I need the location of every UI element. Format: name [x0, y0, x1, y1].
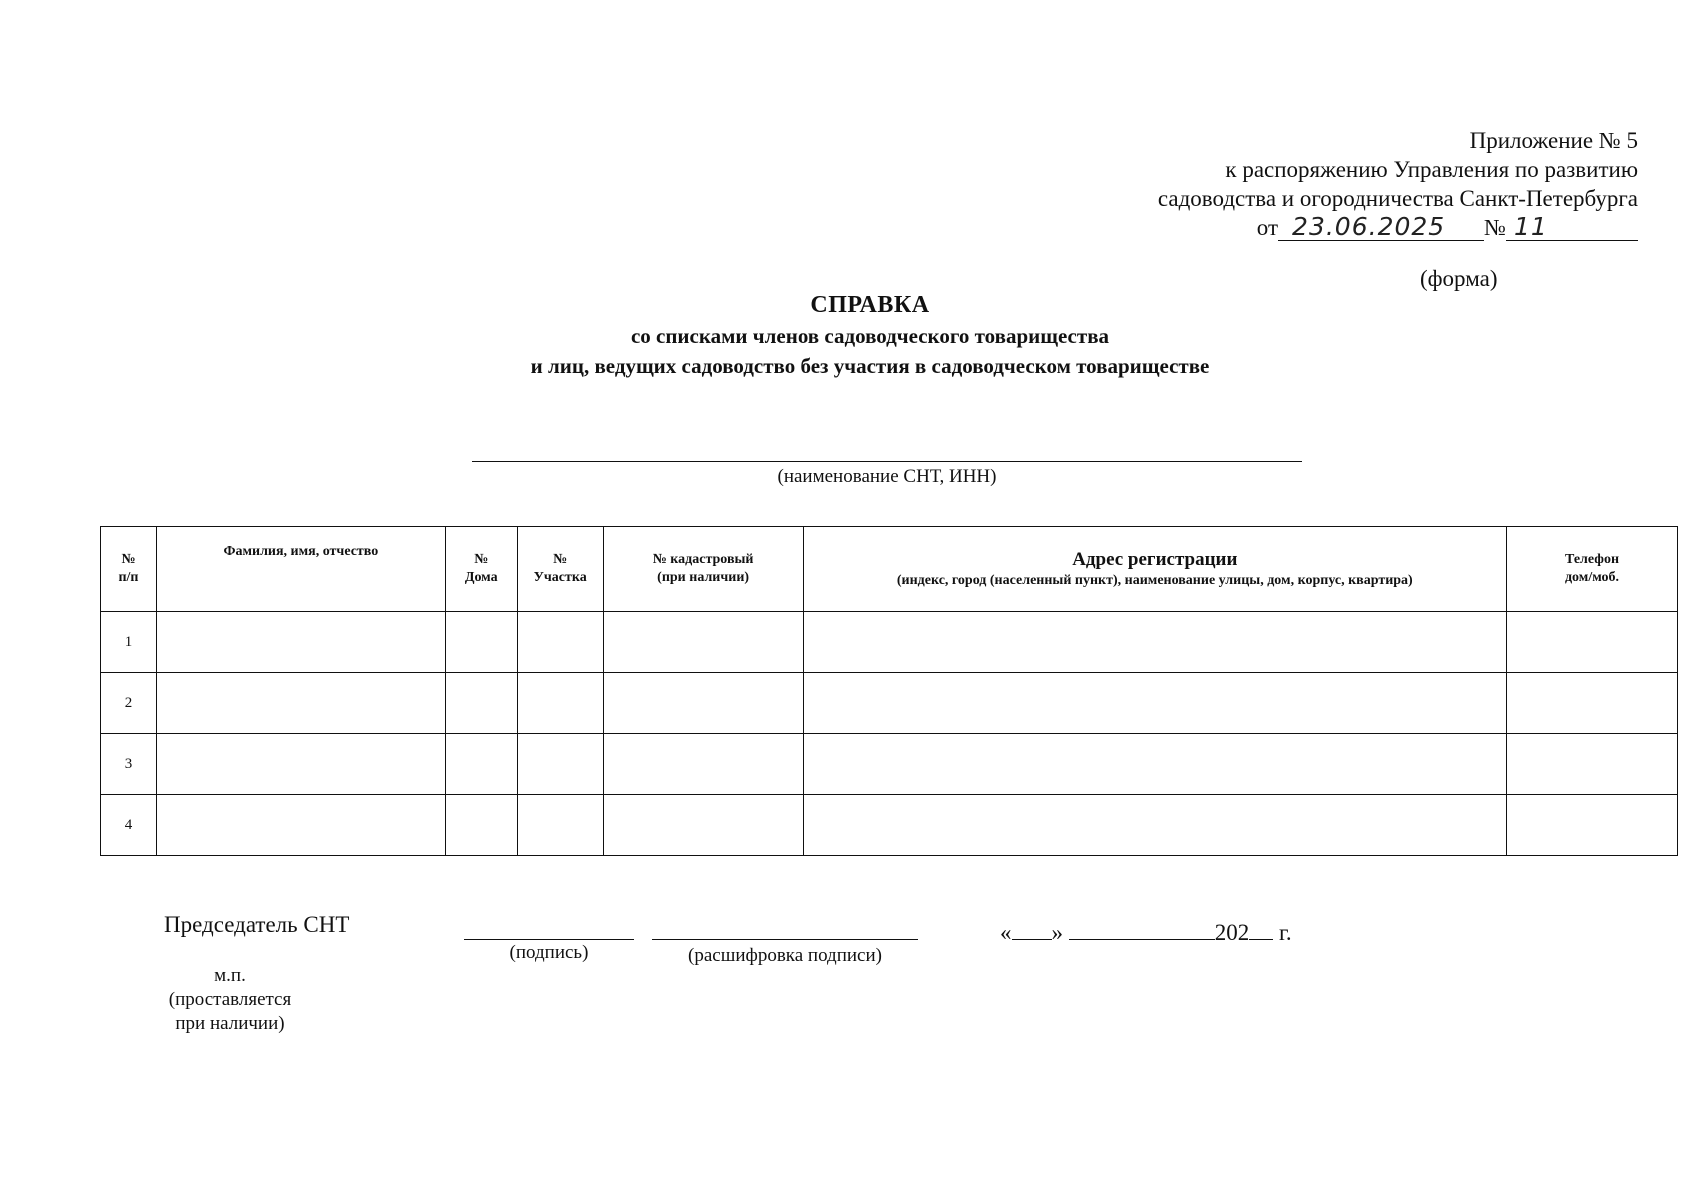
signature-caption: (подпись)	[509, 942, 589, 963]
table-row	[101, 673, 1678, 734]
year-blank[interactable]	[1249, 921, 1273, 940]
document-subtitle-1: со списками членов садоводческого товарищества	[630, 324, 1110, 348]
header-num	[101, 527, 157, 612]
cell-address[interactable]	[803, 673, 1506, 734]
header-cadastral-line2: (при наличии)	[657, 570, 750, 585]
cell-address[interactable]	[803, 612, 1506, 673]
quote-close: »	[1051, 920, 1063, 945]
cell-plot[interactable]	[517, 673, 603, 734]
header-num-line1: №	[121, 552, 136, 567]
appendix-order-ref: к распоряжению Управления по развитию	[1225, 157, 1638, 182]
cell-address[interactable]	[803, 734, 1506, 795]
signature-decode-caption: (расшифровка подписи)	[688, 945, 882, 966]
cell-cadastral[interactable]	[603, 612, 803, 673]
table-header-row	[101, 527, 1678, 612]
members-table	[100, 526, 1678, 856]
header-address-line1: Адрес регистрации	[1072, 549, 1238, 570]
document-title-block	[0, 290, 1698, 381]
order-number-field	[1506, 212, 1638, 241]
day-blank[interactable]	[1012, 921, 1052, 940]
cell-cadastral[interactable]	[603, 795, 803, 856]
signing-date-line	[1000, 920, 1292, 946]
table-row	[101, 734, 1678, 795]
quote-open: «	[1000, 920, 1012, 945]
appendix-number: Приложение № 5	[1469, 128, 1638, 153]
date-prefix: от	[1256, 215, 1279, 240]
order-date-value: 23.06.2025	[1292, 212, 1446, 241]
cell-fio[interactable]	[156, 795, 445, 856]
month-blank[interactable]	[1069, 921, 1215, 940]
signature-decode-line[interactable]	[652, 938, 918, 940]
header-fio	[156, 527, 445, 612]
header-plot-line2: Участка	[533, 570, 587, 585]
header-address	[803, 527, 1506, 612]
cell-plot[interactable]	[517, 795, 603, 856]
header-house-line1: №	[474, 552, 489, 567]
cell-phone[interactable]	[1507, 795, 1678, 856]
year-prefix: 202	[1214, 920, 1250, 945]
header-address-line2: (индекс, город (населенный пункт), наименование улицы, дом, корпус, квартира)	[896, 573, 1413, 588]
stamp-note-line2: при наличии)	[175, 1013, 285, 1034]
document-title: СПРАВКА	[810, 292, 930, 318]
signature-line[interactable]	[464, 938, 634, 940]
cell-fio[interactable]	[156, 734, 445, 795]
order-date-field	[1278, 212, 1484, 241]
org-name-caption: (наименование СНТ, ИНН)	[777, 466, 997, 487]
stamp-note	[140, 964, 320, 1036]
header-house	[445, 527, 517, 612]
form-label: (форма)	[1420, 266, 1498, 291]
cell-cadastral[interactable]	[603, 734, 803, 795]
header-phone	[1507, 527, 1678, 612]
cell-cadastral[interactable]	[603, 673, 803, 734]
header-fio-text: Фамилия, имя, отчество	[223, 544, 379, 559]
cell-fio[interactable]	[156, 612, 445, 673]
cell-plot[interactable]	[517, 612, 603, 673]
stamp-note-line1: (проставляется	[168, 989, 292, 1010]
cell-house[interactable]	[445, 734, 517, 795]
number-prefix: №	[1484, 215, 1506, 240]
appendix-department: садоводства и огородничества Санкт-Петербурга	[1157, 186, 1638, 211]
cell-address[interactable]	[803, 795, 1506, 856]
header-cadastral-line1: № кадастровый	[652, 552, 754, 567]
row-number: 3	[101, 734, 157, 795]
appendix-header	[938, 126, 1638, 242]
row-number: 4	[101, 795, 157, 856]
cell-plot[interactable]	[517, 734, 603, 795]
table-row	[101, 612, 1678, 673]
appendix-date-line	[938, 213, 1638, 242]
table-row	[101, 795, 1678, 856]
cell-phone[interactable]	[1507, 734, 1678, 795]
cell-fio[interactable]	[156, 673, 445, 734]
stamp-label: м.п.	[214, 965, 246, 986]
header-phone-line1: Телефон	[1565, 552, 1620, 567]
cell-house[interactable]	[445, 612, 517, 673]
document-subtitle-2: и лиц, ведущих садоводство без участия в садоводческом товариществе	[530, 354, 1210, 378]
header-house-line2: Дома	[464, 570, 498, 585]
year-suffix: г.	[1279, 920, 1292, 945]
header-num-line2: п/п	[118, 570, 139, 585]
header-cadastral	[603, 527, 803, 612]
cell-phone[interactable]	[1507, 612, 1678, 673]
cell-phone[interactable]	[1507, 673, 1678, 734]
header-phone-line2: дом/моб.	[1564, 570, 1620, 585]
row-number: 2	[101, 673, 157, 734]
chairman-label: Председатель СНТ	[164, 912, 350, 937]
row-number: 1	[101, 612, 157, 673]
header-plot	[517, 527, 603, 612]
cell-house[interactable]	[445, 795, 517, 856]
order-number-value: 11	[1514, 212, 1548, 241]
header-plot-line1: №	[553, 552, 568, 567]
org-name-line	[472, 460, 1302, 462]
cell-house[interactable]	[445, 673, 517, 734]
